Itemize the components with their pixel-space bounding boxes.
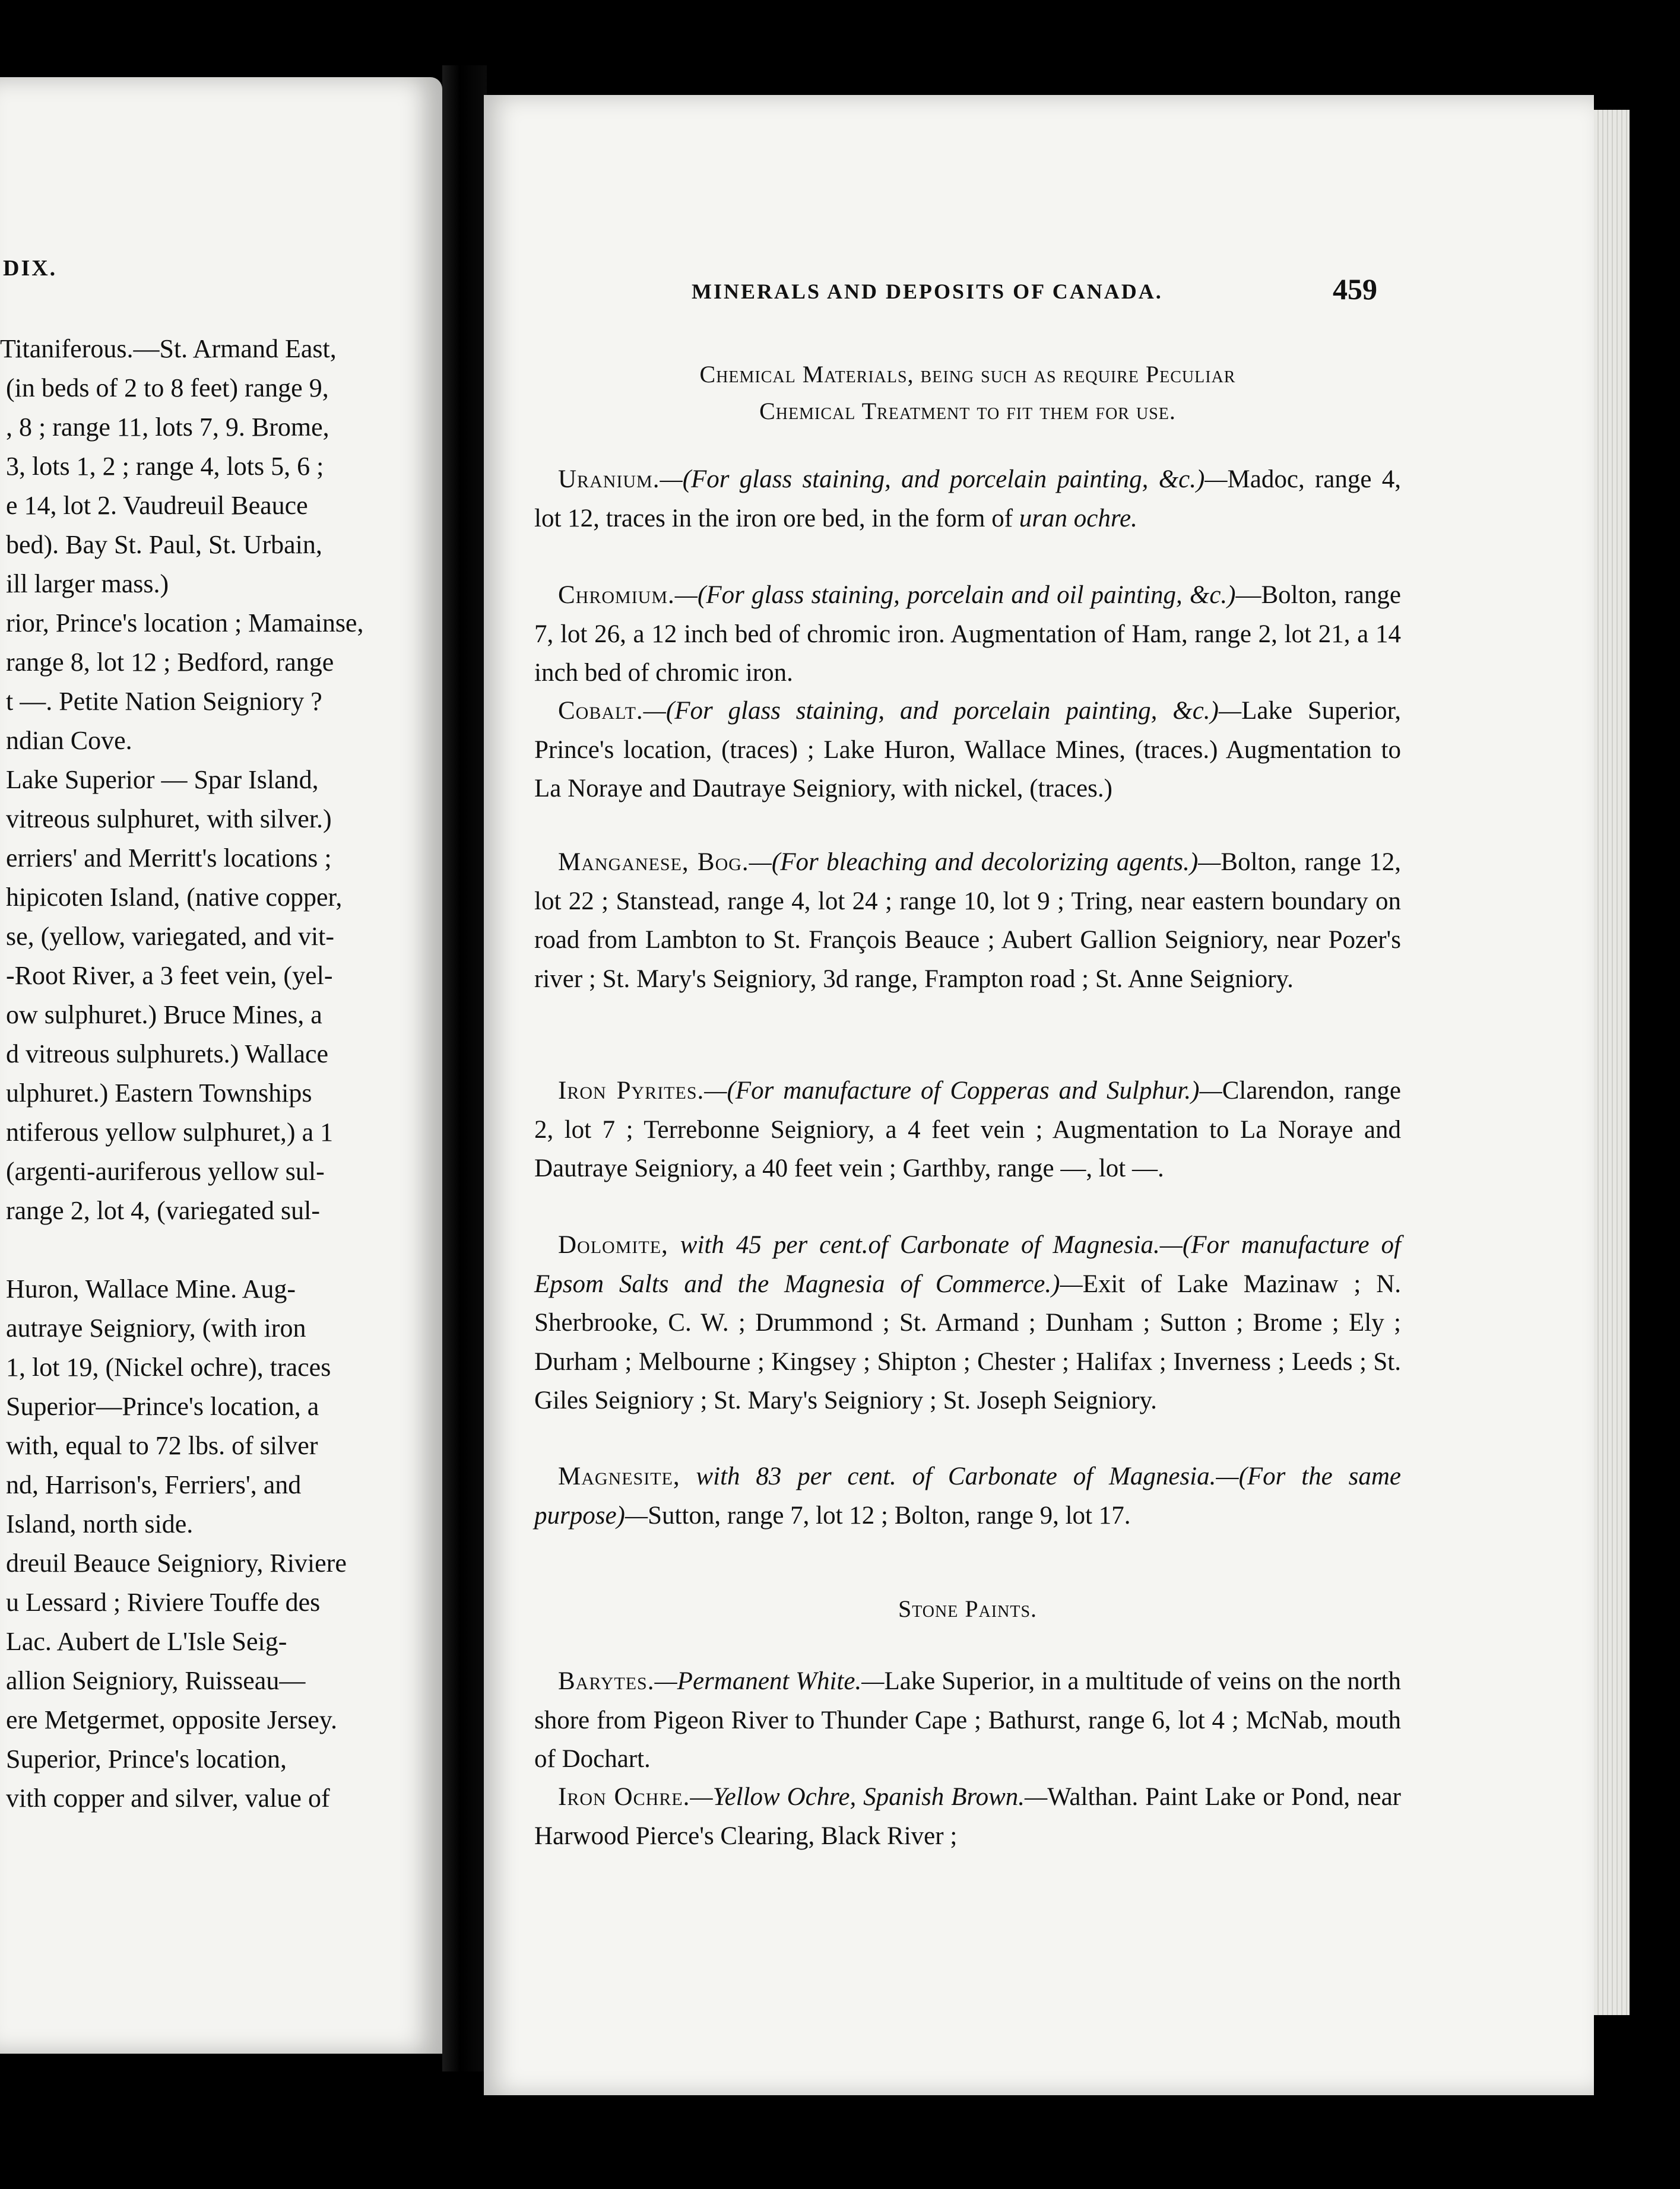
- paint-entry-term: Barytes.: [558, 1667, 655, 1695]
- left-page-line: e 14, lot 2. Vaudreuil Beauce: [6, 491, 308, 520]
- left-page-line: 3, lots 1, 2 ; range 4, lots 5, 6 ;: [6, 452, 324, 481]
- paint-entry: [534, 1778, 1401, 1855]
- paint-entry-term: Iron Ochre.: [558, 1783, 690, 1811]
- stone-paints-heading-text: Stone Paints.: [898, 1595, 1038, 1622]
- left-page-line: hipicoten Island, (native copper,: [6, 883, 343, 912]
- mineral-entry-localities: Sutton, range 7, lot 12 ; Bolton, range 9, lot 17.: [648, 1501, 1131, 1530]
- mineral-entry-term: Uranium.: [558, 465, 660, 493]
- left-page-line: rior, Prince's location ; Mamainse,: [6, 608, 364, 637]
- mineral-entry-term: Cobalt.: [558, 697, 644, 725]
- left-page-line: dreuil Beauce Seigniory, Riviere: [6, 1549, 347, 1578]
- left-page-line: autraye Seigniory, (with iron: [6, 1314, 306, 1343]
- running-head: MINERALS AND DEPOSITS OF CANADA.: [692, 280, 1163, 303]
- section-heading-line-2: Chemical Treatment to fit them for use.: [759, 398, 1176, 424]
- mineral-entry: [534, 1457, 1401, 1535]
- left-page-line: u Lessard ; Riviere Touffe des: [6, 1588, 321, 1617]
- left-page-line: -Root River, a 3 feet vein, (yel-: [6, 961, 333, 990]
- left-page-line: (argenti-auriferous yellow sul-: [6, 1157, 325, 1186]
- left-page-line: ndian Cove.: [6, 726, 132, 755]
- left-page-line: range 8, lot 12 ; Bedford, range: [6, 648, 334, 677]
- left-page-line: ill larger mass.): [6, 569, 169, 598]
- left-page-line: se, (yellow, variegated, and vit-: [6, 922, 335, 951]
- paint-entry-purpose: —Permanent White.—: [654, 1667, 885, 1695]
- left-page-line: Superior—Prince's location, a: [6, 1392, 319, 1421]
- mineral-entry-localities: Exit of Lake Mazinaw ; N. Sherbrooke, C. W. ; Drummond ; St. Armand ; Dunham ; Sutton ; Brome ; Ely ; Durham ; Melbourne ; Kingsey ; Shipton ; Chester ; Halifax ; Inverness ; Leeds ; St. Giles Seigniory ; St. Mary's Seigniory ; St. Joseph Seigniory.: [534, 1270, 1401, 1414]
- stone-paints-heading: [534, 1591, 1401, 1628]
- paint-entry-localities: Walthan. Paint Lake or Pond, near Harwood Pierce's Clearing, Black River ;: [534, 1783, 1401, 1850]
- left-page-line: nd, Harrison's, Ferriers', and: [6, 1470, 302, 1499]
- mineral-entry-italic-tail: uran ochre.: [1019, 504, 1137, 532]
- mineral-entry: [534, 1071, 1401, 1188]
- mineral-entry-term: Magnesite,: [558, 1462, 680, 1490]
- mineral-entry-localities: Lake Superior, Prince's location, (traces) ; Lake Huron, Wallace Mines, (traces.) Augmentation to La Noraye and Dautraye Seigniory, with nickel, (traces.): [534, 697, 1401, 802]
- paint-entry-localities: Lake Superior, in a multitude of veins on the north shore from Pigeon River to Thunder Cape ; Bathurst, range 6, lot 4 ; McNab, mouth of Dochart.: [534, 1667, 1401, 1773]
- mineral-entry: [534, 1226, 1401, 1420]
- mineral-entry-term: Dolomite,: [558, 1231, 668, 1259]
- left-page: [0, 77, 442, 2054]
- page-number: 459: [1333, 272, 1377, 306]
- left-page-line: Lake Superior — Spar Island,: [6, 765, 319, 794]
- mineral-entry: [534, 691, 1401, 808]
- left-page-line: Titaniferous.—St. Armand East,: [0, 334, 337, 363]
- mineral-entry-localities: Clarendon, range 2, lot 7 ; Terrebonne Seigniory, a 4 feet vein ; Augmentation to La Noraye and Dautraye Seigniory, a 40 feet vein ; Garthby, range —, lot —.: [534, 1077, 1402, 1182]
- left-page-line: Lac. Aubert de L'Isle Seig-: [6, 1627, 287, 1656]
- mineral-entry: [534, 576, 1401, 693]
- mineral-entry: [534, 460, 1401, 538]
- book-gutter: [442, 65, 487, 2071]
- left-page-line: 1, lot 19, (Nickel ochre), traces: [6, 1353, 331, 1382]
- left-page-line: Superior, Prince's location,: [6, 1744, 287, 1774]
- mineral-entry-localities: —Bolton, range 7, lot 26, a 12 inch bed of chromic iron. Augmentation of Ham, range 2, lot 21, a 14 inch bed of chromic iron.: [534, 581, 1401, 687]
- mineral-entry-purpose: —(For manufacture of Copperas and Sulphur.)—: [704, 1077, 1222, 1105]
- left-page-line: Huron, Wallace Mine. Aug-: [6, 1274, 296, 1303]
- paint-entry-purpose: —Yellow Ochre, Spanish Brown.—: [690, 1783, 1048, 1811]
- paint-entry: [534, 1662, 1401, 1779]
- left-running-head: DIX.: [3, 256, 58, 281]
- left-page-line: vith copper and silver, value of: [6, 1784, 330, 1813]
- left-page-line: erriers' and Merritt's locations ;: [6, 843, 332, 873]
- left-page-line: t —. Petite Nation Seigniory ?: [6, 687, 322, 716]
- mineral-entry-purpose: —(For glass staining, and porcelain painting, &c.)—: [643, 697, 1242, 725]
- left-page-line: vitreous sulphuret, with silver.): [6, 804, 332, 833]
- mineral-entry-purpose: with 83 per cent. of Carbonate of Magnesia.—(For the same purpose)—: [534, 1462, 1401, 1530]
- mineral-entry-purpose: —(For bleaching and decolorizing agents.)—: [749, 848, 1221, 876]
- left-page-line: allion Seigniory, Ruisseau—: [6, 1666, 306, 1695]
- mineral-entry-localities: Bolton, range 12, lot 22 ; Stanstead, range 4, lot 24 ; range 10, lot 9 ; Tring, near eastern boundary on road from Lambton to St. François Beauce ; Aubert Gallion Seigniory, near Pozer's river ; St. Mary's Seigniory, 3d range, Frampton road ; St. Anne Seigniory.: [534, 848, 1401, 993]
- left-page-line: bed). Bay St. Paul, St. Urbain,: [6, 530, 322, 559]
- mineral-entry-localities: Madoc, range 4, lot 12, traces in the iron ore bed, in the form of: [534, 465, 1401, 532]
- section-heading-line-1: Chemical Materials, being such as require Peculiar: [699, 361, 1236, 388]
- left-page-line: ntiferous yellow sulphuret,) a 1: [6, 1118, 334, 1147]
- mineral-entry-purpose: —(For glass staining, and porcelain painting, &c.)—: [660, 465, 1228, 493]
- left-page-line: with, equal to 72 lbs. of silver: [6, 1431, 318, 1460]
- mineral-entry-term: Iron Pyrites.: [558, 1077, 705, 1105]
- left-page-line: ow sulphuret.) Bruce Mines, a: [6, 1000, 322, 1029]
- left-page-line: range 2, lot 4, (variegated sul-: [6, 1196, 321, 1225]
- mineral-entry-term: Chromium.: [558, 581, 675, 609]
- mineral-entry-purpose: with 45 per cent.of Carbonate of Magnesia.—(For manufacture of Epsom Salts and the Magnesia of Commerce.)—: [534, 1231, 1401, 1298]
- section-heading: [570, 356, 1365, 430]
- left-page-line: ulphuret.) Eastern Townships: [6, 1078, 312, 1108]
- page-edges: [1594, 110, 1630, 2015]
- left-page-line: , 8 ; range 11, lots 7, 9. Brome,: [6, 413, 329, 442]
- mineral-entry: [534, 843, 1401, 998]
- mineral-entry-purpose: —(For glass staining, porcelain and oil painting, &c.): [674, 581, 1236, 609]
- left-page-line: Island, north side.: [6, 1509, 194, 1538]
- mineral-entry-term: Manganese, Bog.: [558, 848, 749, 876]
- left-page-line: d vitreous sulphurets.) Wallace: [6, 1039, 329, 1068]
- left-page-line: (in beds of 2 to 8 feet) range 9,: [6, 373, 329, 402]
- left-page-line: ere Metgermet, opposite Jersey.: [6, 1705, 337, 1734]
